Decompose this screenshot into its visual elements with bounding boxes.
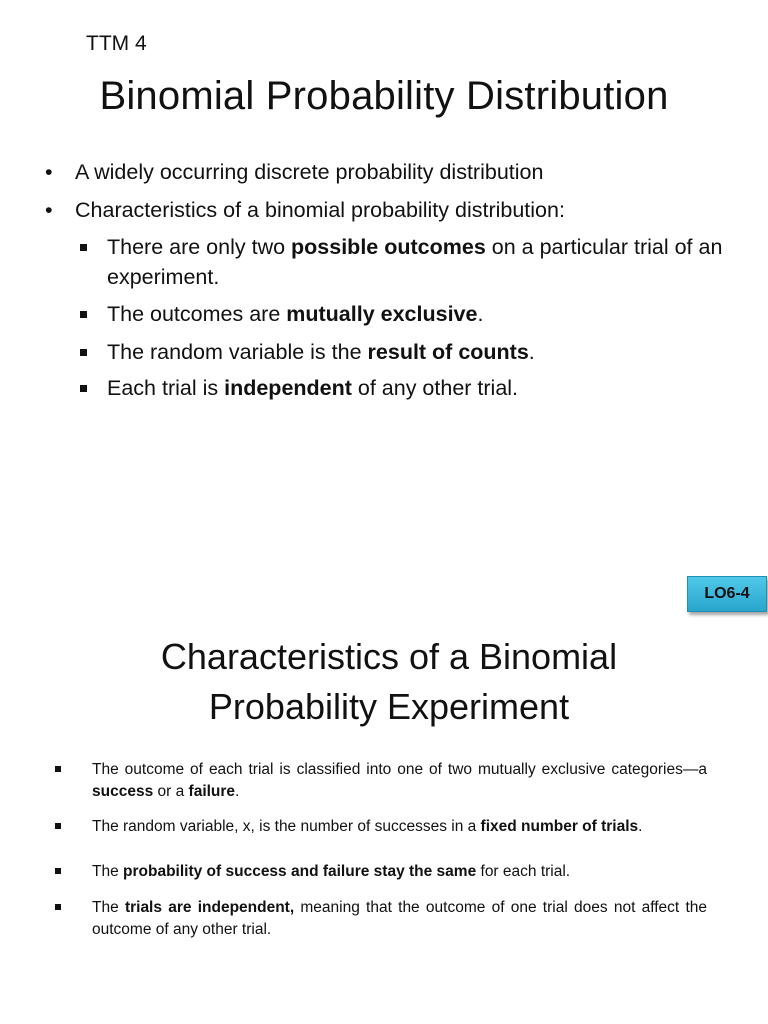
sub-bullet-item — [80, 299, 730, 329]
square-bullet-icon — [55, 868, 61, 874]
bullet-text: Characteristics of a binomial probability distribution: — [75, 198, 565, 222]
sub-bullet-item — [80, 232, 730, 292]
learning-objective-badge: LO6-4 — [687, 576, 767, 612]
square-bullet-icon — [55, 823, 61, 829]
slide-tag: TTM 4 — [86, 32, 147, 55]
sub-bullet-item — [80, 373, 730, 403]
sub-bullet-text: There are only two possible outcomes on a particular trial of an experiment. — [107, 235, 723, 289]
square-bullet-icon — [55, 904, 61, 910]
slide-title-2 — [0, 632, 768, 732]
sub-bullet-item — [55, 861, 707, 883]
bullet-dot-icon: • — [45, 160, 53, 184]
sub-bullet-item — [55, 759, 707, 803]
sub-bullet-text: Each trial is independent of any other trial. — [107, 376, 519, 400]
square-bullet-icon — [80, 349, 87, 356]
bullet-dot-icon: • — [45, 198, 53, 222]
sub-bullet-text: The trials are independent, meaning that the outcome of one trial does not affect the outcome of any other trial. — [92, 899, 707, 938]
title-line: Characteristics of a Binomial — [160, 636, 618, 677]
square-bullet-icon — [55, 766, 61, 772]
bullet-item — [45, 195, 735, 225]
bullet-item — [45, 157, 735, 187]
square-bullet-icon — [80, 385, 87, 392]
square-bullet-icon — [80, 311, 87, 318]
sub-bullet-text: The probability of success and failure stay the same for each trial. — [92, 863, 571, 880]
sub-bullet-item — [80, 337, 730, 367]
sub-bullet-text: The random variable is the result of counts. — [107, 340, 535, 364]
sub-bullet-text: The outcome of each trial is classified into one of two mutually exclusive categories—a success or a failure. — [92, 761, 707, 800]
sub-bullet-text: The random variable, x, is the number of successes in a fixed number of trials. — [92, 818, 643, 835]
sub-bullet-item — [55, 897, 707, 941]
slide-title: Binomial Probability Distribution — [99, 74, 669, 118]
sub-bullet-text: The outcomes are mutually exclusive. — [107, 302, 484, 326]
sub-bullet-item — [55, 816, 707, 838]
bullet-text: A widely occurring discrete probability distribution — [75, 160, 544, 184]
square-bullet-icon — [80, 244, 87, 251]
title-line: Probability Experiment — [208, 686, 570, 727]
